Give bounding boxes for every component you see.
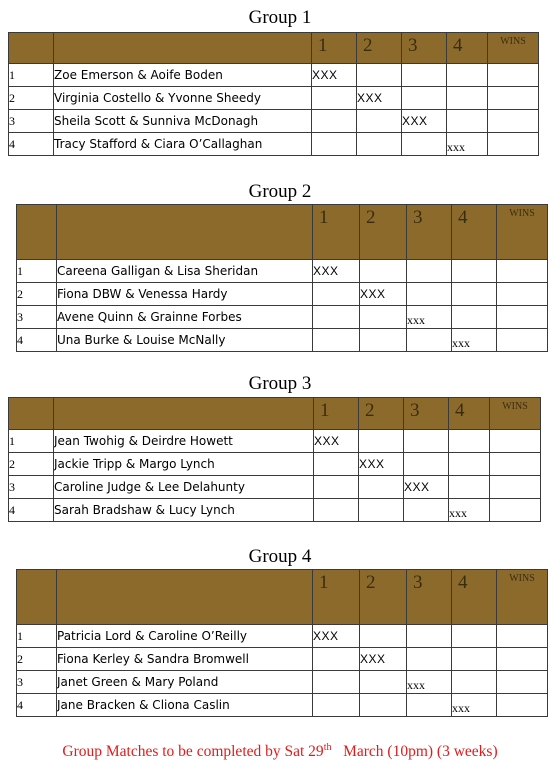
table-row [9,453,541,476]
wins-cell [490,499,541,522]
wins-cell [497,694,548,717]
table-row [9,499,541,522]
group-title: Group 3 [248,373,312,394]
pair-name: Caroline Judge & Lee Delahunty [54,476,314,499]
header-cell-wins [497,205,548,260]
header-cell-c1 [314,398,359,430]
header-cell-c2 [359,398,404,430]
result-cell [313,283,360,306]
table-row [9,87,539,110]
opponent-number-header: 3 [413,207,423,228]
table-row [9,476,541,499]
pair-name: Avene Quinn & Grainne Forbes [57,306,313,329]
group-table [8,397,541,522]
result-cell [452,625,497,648]
wins-header: WINS [509,573,535,584]
table-row [9,64,539,87]
header-cell-wins [488,33,539,64]
header-cell-c2 [357,33,402,64]
wins-cell [488,87,539,110]
wins-cell [497,648,548,671]
table-row [17,694,548,717]
result-cell [359,430,404,453]
header-cell-blank [9,33,54,64]
result-cell [404,453,449,476]
table-row [17,625,548,648]
result-cell [360,329,407,352]
opponent-number-header: 1 [319,207,329,228]
seed-number: 2 [9,453,54,476]
result-cell [360,694,407,717]
wins-cell [497,671,548,694]
seed-number: 1 [9,64,54,87]
seed-number: 3 [9,110,54,133]
seed-number: 3 [17,306,57,329]
note-text-end: March (10pm) (3 weeks) [331,743,498,761]
seed-number: 2 [17,648,57,671]
header-cell-c3 [407,205,452,260]
header-cell-blank [9,398,54,430]
opponent-number-header: 2 [363,35,373,56]
group-title: Group 4 [248,546,312,567]
seed-number: 2 [17,283,57,306]
result-cell [313,648,360,671]
pair-name: Sheila Scott & Sunniva McDonagh [54,110,312,133]
result-cell [313,694,360,717]
header-cell-c4 [449,398,490,430]
result-cell [313,329,360,352]
table-row [9,110,539,133]
header-cell-wins [490,398,541,430]
result-cell [360,260,407,283]
header-cell-c4 [452,205,497,260]
opponent-number-header: 3 [413,572,423,593]
self-match-mark: XXX [357,87,402,110]
result-cell [360,306,407,329]
header-cell-blank [57,205,313,260]
seed-number: 2 [9,87,54,110]
table-header-row [17,570,548,625]
completion-deadline-note [0,742,560,761]
result-cell [314,453,359,476]
table-row [9,133,539,156]
group-title: Group 1 [248,7,312,28]
pair-name: Tracy Stafford & Ciara O’Callaghan [54,133,312,156]
result-cell [452,648,497,671]
wins-cell [497,329,548,352]
table-row [17,260,548,283]
result-cell [449,430,490,453]
pair-name: Sarah Bradshaw & Lucy Lynch [54,499,314,522]
result-cell [407,648,452,671]
result-cell [312,133,357,156]
self-match-mark: xxx [447,133,488,156]
header-cell-c3 [404,398,449,430]
opponent-number-header: 3 [408,35,418,56]
opponent-number-header: 2 [365,400,375,421]
wins-cell [488,133,539,156]
result-cell [402,133,447,156]
result-cell [312,110,357,133]
note-superscript: th [323,742,332,753]
result-cell [407,260,452,283]
header-cell-blank [54,398,314,430]
group-table [16,204,548,352]
header-cell-blank [54,33,312,64]
seed-number: 3 [9,476,54,499]
self-match-mark: XXX [359,453,404,476]
table-row [17,329,548,352]
group-table [8,32,539,156]
group-title: Group 2 [248,181,312,202]
table-row [17,671,548,694]
pair-name: Patricia Lord & Caroline O’Reilly [57,625,313,648]
wins-cell [488,110,539,133]
wins-cell [490,476,541,499]
opponent-number-header: 1 [319,572,329,593]
header-cell-c3 [407,570,452,625]
wins-cell [490,453,541,476]
self-match-mark: XXX [360,648,407,671]
result-cell [314,476,359,499]
self-match-mark: XXX [404,476,449,499]
opponent-number-header: 2 [366,572,376,593]
result-cell [313,306,360,329]
result-cell [407,329,452,352]
result-cell [447,64,488,87]
pair-name: Jean Twohig & Deirdre Howett [54,430,314,453]
result-cell [452,260,497,283]
table-header-row [9,398,541,430]
result-cell [447,87,488,110]
seed-number: 3 [17,671,57,694]
seed-number: 1 [9,430,54,453]
table-header-row [17,205,548,260]
wins-cell [497,306,548,329]
wins-header: WINS [500,36,526,47]
header-cell-c1 [312,33,357,64]
result-cell [452,283,497,306]
pair-name: Una Burke & Louise McNally [57,329,313,352]
result-cell [357,64,402,87]
pair-name: Fiona Kerley & Sandra Bromwell [57,648,313,671]
group-table [16,569,548,717]
result-cell [404,499,449,522]
opponent-number-header: 1 [318,35,328,56]
self-match-mark: xxx [452,694,497,717]
seed-number: 1 [17,260,57,283]
seed-number: 4 [9,499,54,522]
result-cell [402,87,447,110]
result-cell [407,625,452,648]
result-cell [449,453,490,476]
opponent-number-header: 1 [320,400,330,421]
wins-cell [497,283,548,306]
header-cell-blank [17,205,57,260]
pair-name: Janet Green & Mary Poland [57,671,313,694]
self-match-mark: xxx [452,329,497,352]
wins-cell [490,430,541,453]
result-cell [452,306,497,329]
header-cell-blank [17,570,57,625]
pair-name: Fiona DBW & Venessa Hardy [57,283,313,306]
header-cell-blank [57,570,313,625]
note-text-start: Group Matches to be completed by Sat 29 [62,743,324,761]
wins-header: WINS [509,208,535,219]
table-row [17,306,548,329]
header-cell-c4 [447,33,488,64]
result-cell [452,671,497,694]
table-row [17,648,548,671]
pair-name: Virginia Costello & Yvonne Sheedy [54,87,312,110]
result-cell [359,499,404,522]
table-header-row [9,33,539,64]
seed-number: 4 [17,329,57,352]
result-cell [359,476,404,499]
result-cell [357,133,402,156]
result-cell [314,499,359,522]
header-cell-c1 [313,205,360,260]
header-cell-c3 [402,33,447,64]
header-cell-c2 [360,205,407,260]
seed-number: 4 [9,133,54,156]
header-cell-c2 [360,570,407,625]
wins-cell [497,260,548,283]
result-cell [449,476,490,499]
self-match-mark: XXX [313,625,360,648]
opponent-number-header: 4 [458,207,468,228]
result-cell [447,110,488,133]
wins-header: WINS [502,401,528,412]
header-cell-wins [497,570,548,625]
self-match-mark: XXX [312,64,357,87]
self-match-mark: xxx [407,306,452,329]
self-match-mark: XXX [313,260,360,283]
seed-number: 4 [17,694,57,717]
pair-name: Jane Bracken & Cliona Caslin [57,694,313,717]
self-match-mark: xxx [407,671,452,694]
result-cell [407,694,452,717]
result-cell [404,430,449,453]
table-row [9,430,541,453]
wins-cell [497,625,548,648]
opponent-number-header: 2 [366,207,376,228]
result-cell [360,671,407,694]
result-cell [357,110,402,133]
result-cell [402,64,447,87]
header-cell-c4 [452,570,497,625]
opponent-number-header: 4 [458,572,468,593]
self-match-mark: XXX [360,283,407,306]
seed-number: 1 [17,625,57,648]
wins-cell [488,64,539,87]
self-match-mark: XXX [402,110,447,133]
result-cell [407,283,452,306]
result-cell [360,625,407,648]
pair-name: Jackie Tripp & Margo Lynch [54,453,314,476]
result-cell [313,671,360,694]
table-row [17,283,548,306]
result-cell [312,87,357,110]
opponent-number-header: 3 [410,400,420,421]
pair-name: Zoe Emerson & Aoife Boden [54,64,312,87]
pair-name: Careena Galligan & Lisa Sheridan [57,260,313,283]
opponent-number-header: 4 [453,35,463,56]
self-match-mark: xxx [449,499,490,522]
header-cell-c1 [313,570,360,625]
opponent-number-header: 4 [455,400,465,421]
self-match-mark: XXX [314,430,359,453]
